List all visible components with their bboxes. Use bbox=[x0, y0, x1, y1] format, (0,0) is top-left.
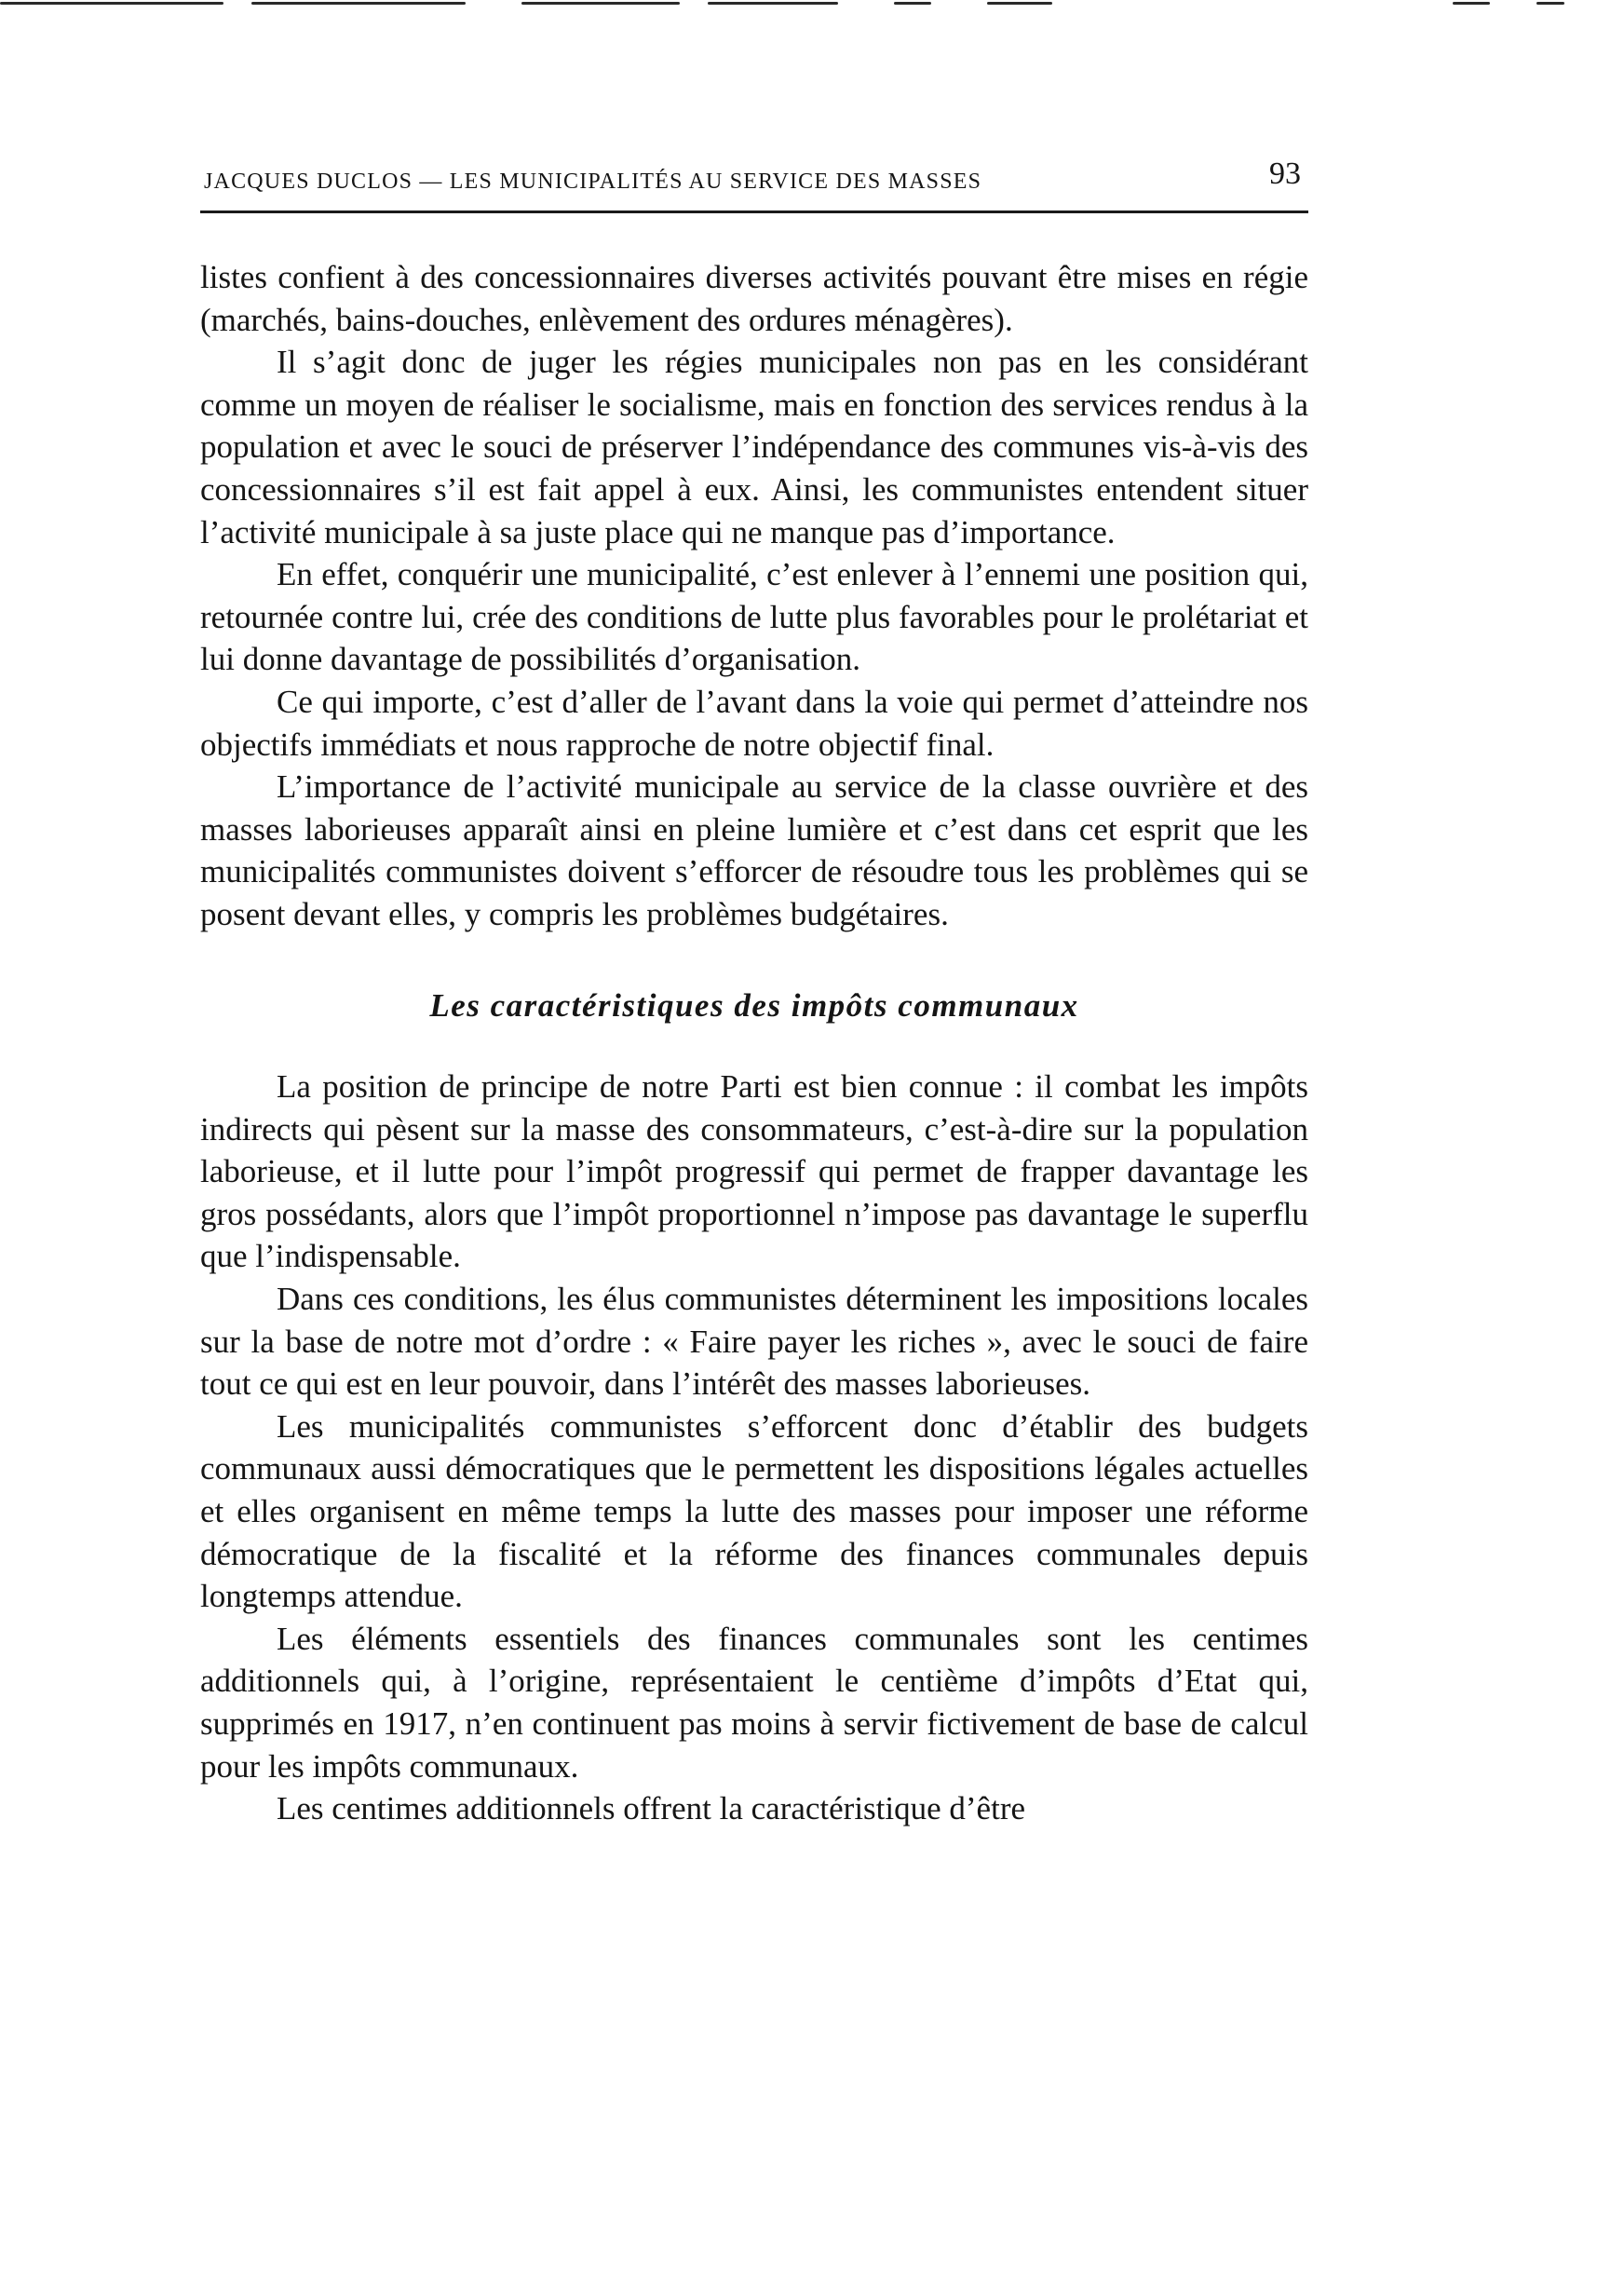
running-head: JACQUES DUCLOS — LES MUNICIPALITÉS AU SERVICE DES MASSES bbox=[204, 170, 982, 194]
page-header bbox=[200, 156, 1308, 213]
paragraph: Les centimes additionnels offrent la caractéristique d’être bbox=[277, 1790, 1026, 1827]
scan-artifact-strip bbox=[0, 0, 1624, 13]
page-body bbox=[200, 256, 1308, 1830]
paragraph: L’importance de l’activité municipale au service de la classe ouvrière et des masses laborieuses apparaît ainsi en pleine lumière et c’est dans cet esprit que les municipalités communistes doivent s’efforcer de résoudre tous les problèmes qui se posent devant elles, y compris les problèmes budgétaires. bbox=[200, 768, 1308, 932]
paragraph: La position de principe de notre Parti est bien connue : il combat les impôts indirects qui pèsent sur la masse des consommateurs, c’est-à-dire sur la population laborieuse, et il lutte pour l’impôt progressif qui permet de frapper davantage les gros possédants, alors que l’impôt proportionnel n’impose pas davantage le superflu que l’indispensable. bbox=[200, 1068, 1308, 1275]
paragraph: En effet, conquérir une municipalité, c’est enlever à l’ennemi une position qui, retournée contre lui, crée des conditions de lutte plus favorables pour le prolétariat et lui donne davantage de possibilités d’organisation. bbox=[200, 556, 1308, 678]
paragraph: Il s’agit donc de juger les régies municipales non pas en les considérant comme un moyen de réaliser le socialisme, mais en fonction des services rendus à la population et avec le souci de préserver l’indépendance des communes vis-à-vis des concessionnaires s’il est fait appel à eux. Ainsi, les communistes entendent situer l’activité municipale à sa juste place qui ne manque pas d’importance. bbox=[200, 344, 1308, 550]
section-heading: Les caractéristiques des impôts communaux bbox=[429, 986, 1079, 1024]
paragraph: Ce qui importe, c’est d’aller de l’avant dans la voie qui permet d’atteindre nos objectifs immédiats et nous rapproche de notre objectif final. bbox=[200, 683, 1308, 763]
paragraph: Dans ces conditions, les élus communistes déterminent les impositions locales sur la base de notre mot d’ordre : « Faire payer les riches », avec le souci de faire tout ce qui est en leur pouvoir, dans l’intérêt des masses laborieuses. bbox=[200, 1281, 1308, 1403]
paragraph: Les municipalités communistes s’efforcent donc d’établir des budgets communaux aussi démocratiques que le permettent les dispositions légales actuelles et elles organisent en même temps la lutte des masses pour imposer une réforme démocratique de la fiscalité et la réforme des finances communales depuis longtemps attendue. bbox=[200, 1407, 1308, 1615]
page-number: 93 bbox=[1269, 156, 1301, 191]
paragraph: listes confient à des concessionnaires diverses activités pouvant être mises en régie (marchés, bains-douches, enlèvement des ordures ménagères). bbox=[200, 259, 1308, 338]
paragraph: Les éléments essentiels des finances communales sont les centimes additionnels qui, à l’origine, représentaient le centième d’impôts d’Etat qui, supprimés en 1917, n’en continuent pas moins à servir fictivement de base de calcul pour les impôts communaux. bbox=[200, 1620, 1308, 1785]
